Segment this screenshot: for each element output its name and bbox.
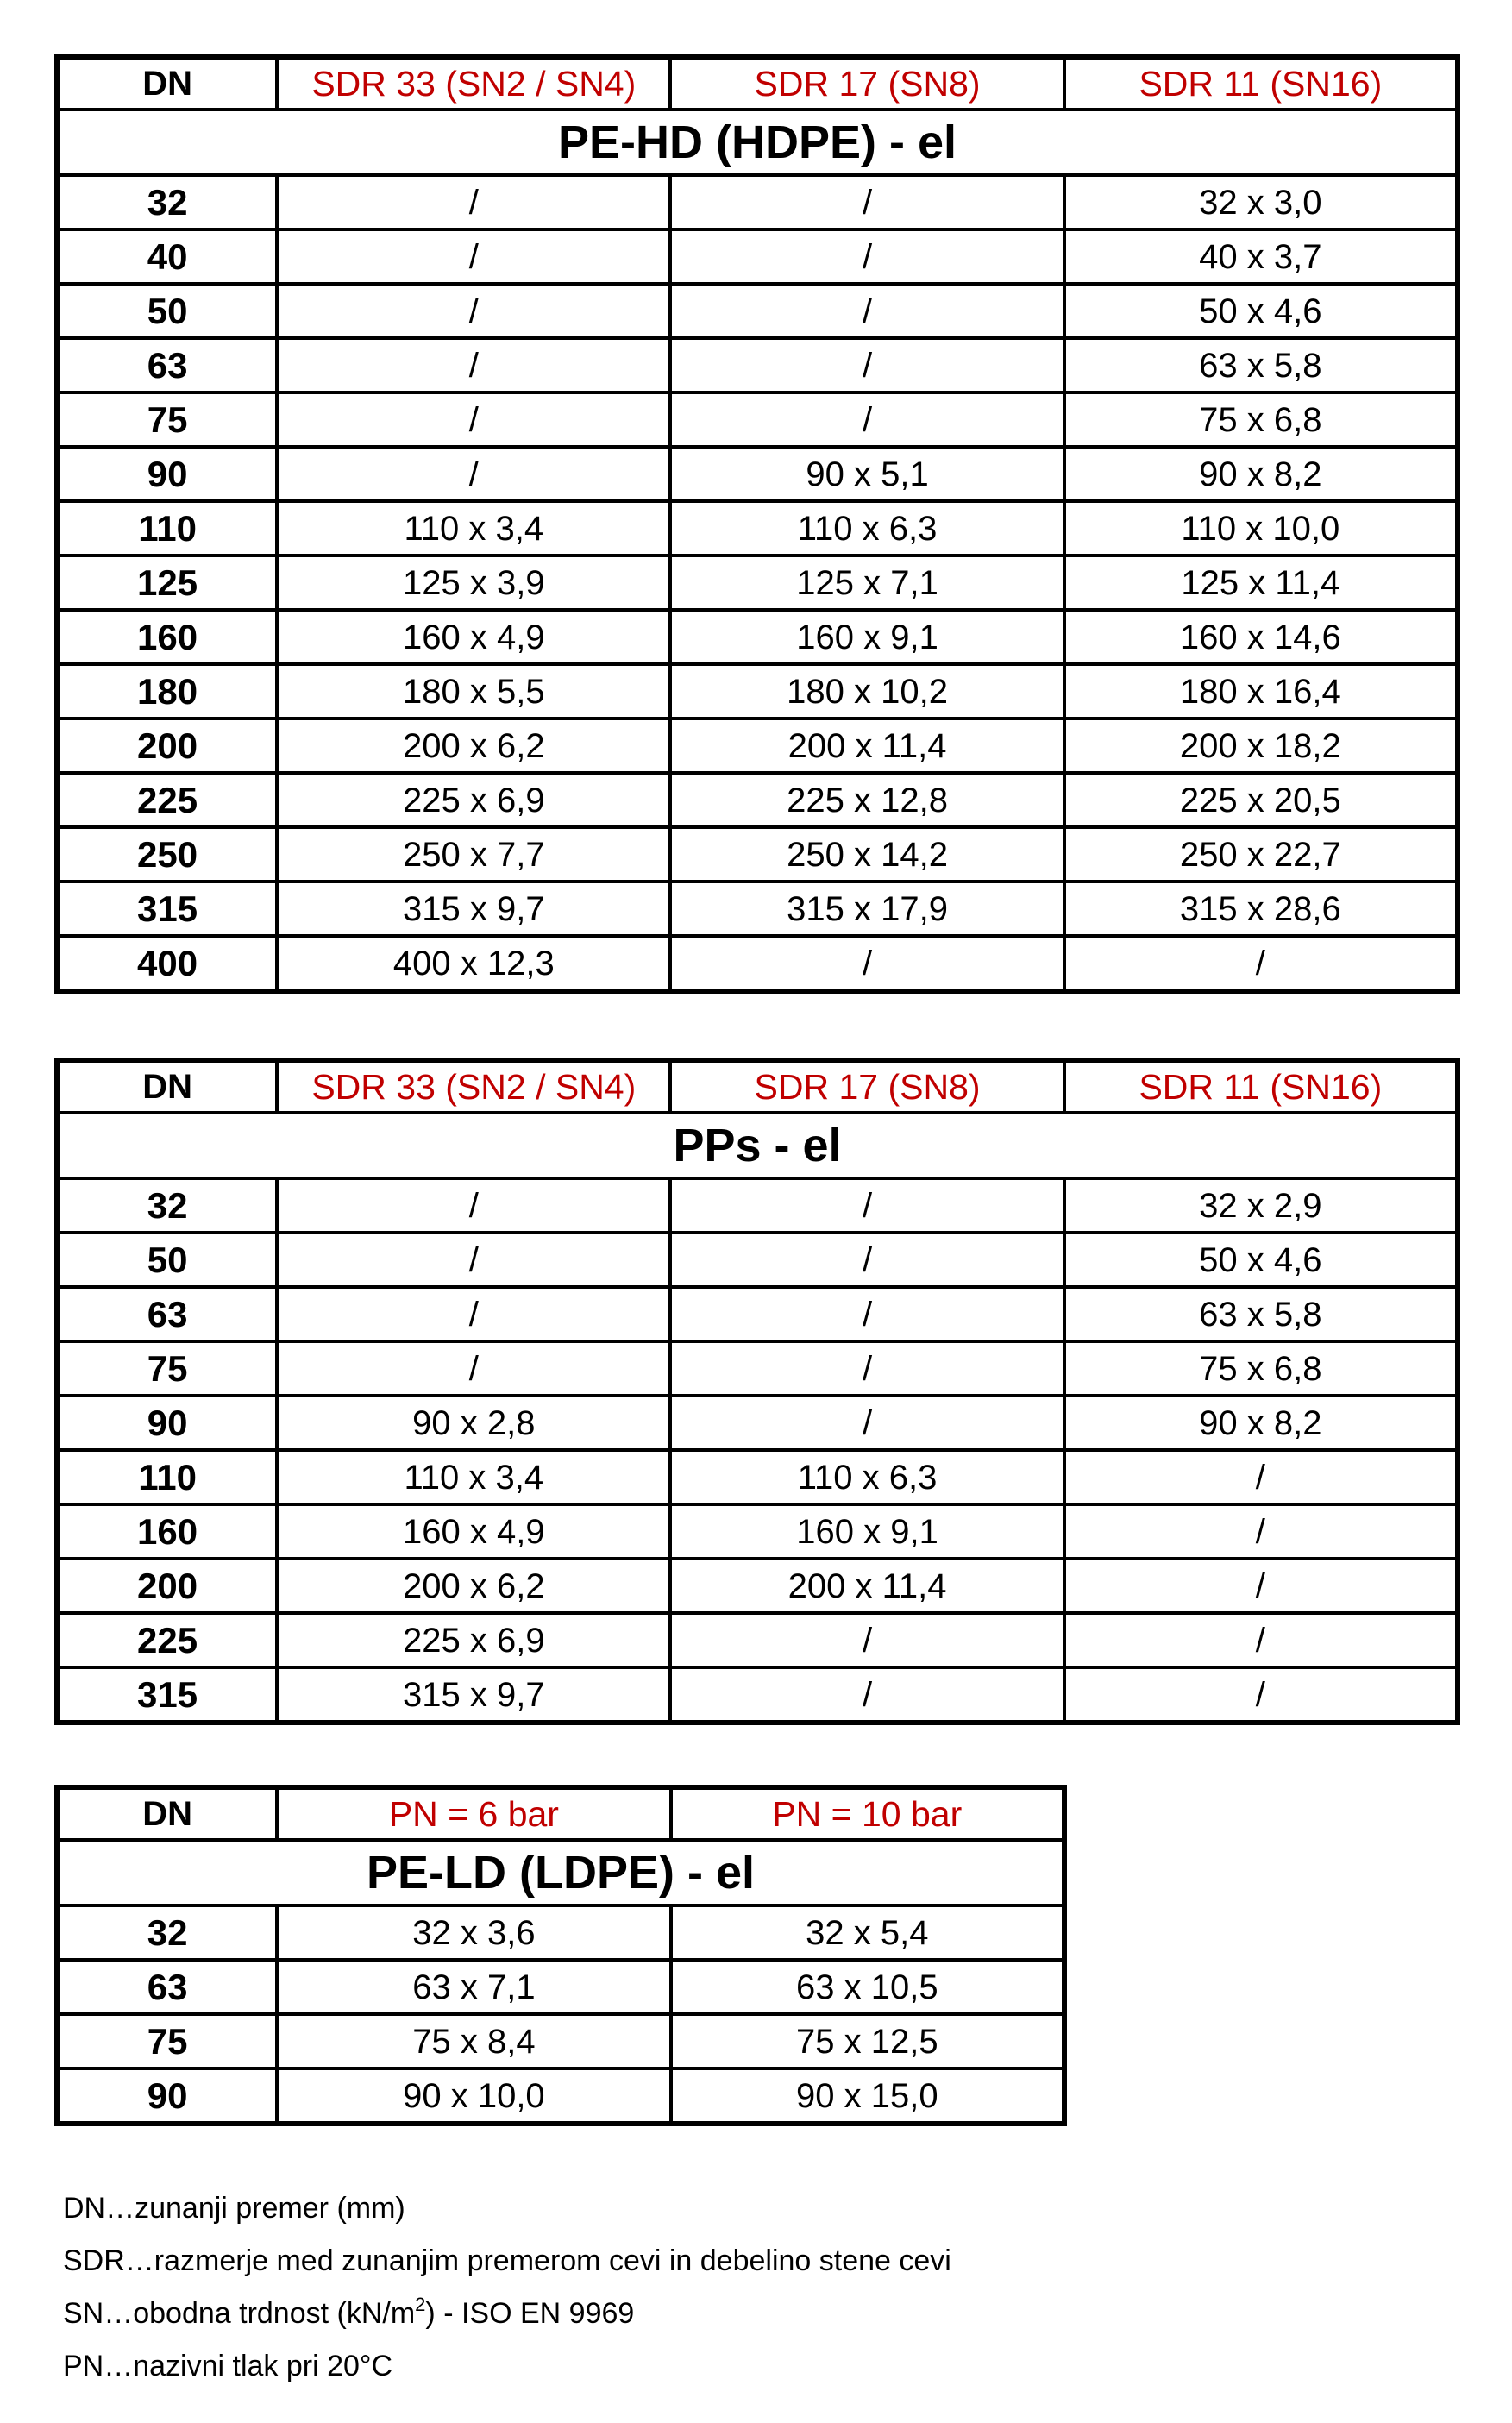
dimension-cell: /: [277, 229, 670, 284]
legend-notes: [63, 2182, 951, 2393]
dimension-cell: 125 x 11,4: [1064, 556, 1458, 610]
dimension-cell: 50 x 4,6: [1064, 284, 1458, 338]
dimension-cell: /: [1064, 1667, 1458, 1723]
table-title: PE-HD (HDPE) - el: [57, 110, 1458, 175]
table-row: [57, 1287, 1458, 1341]
dimension-cell: 160 x 4,9: [277, 610, 670, 664]
dimension-cell: /: [277, 175, 670, 229]
dimension-cell: 40 x 3,7: [1064, 229, 1458, 284]
pe-ld-table: [54, 1785, 1067, 2126]
pe-hd-table: [54, 54, 1460, 994]
dimension-cell: 125 x 7,1: [670, 556, 1063, 610]
dimension-cell: /: [277, 1341, 670, 1396]
table-row: [57, 1960, 1064, 2014]
table-row: [57, 229, 1458, 284]
table-row: [57, 1450, 1458, 1504]
column-header: PN = 10 bar: [671, 1787, 1064, 1840]
dn-cell: 32: [57, 175, 277, 229]
dn-cell: 75: [57, 392, 277, 447]
dimension-cell: 180 x 10,2: [670, 664, 1063, 719]
dn-cell: 200: [57, 719, 277, 773]
dimension-cell: 200 x 18,2: [1064, 719, 1458, 773]
dimension-cell: 180 x 16,4: [1064, 664, 1458, 719]
dimension-cell: 160 x 4,9: [277, 1504, 670, 1559]
dn-cell: 315: [57, 1667, 277, 1723]
dimension-cell: 63 x 5,8: [1064, 1287, 1458, 1341]
dimension-cell: /: [670, 1178, 1063, 1233]
dimension-cell: 75 x 12,5: [671, 2014, 1064, 2068]
dimension-cell: 110 x 6,3: [670, 501, 1063, 556]
dn-cell: 90: [57, 2068, 277, 2124]
dimension-cell: 400 x 12,3: [277, 936, 670, 991]
dimension-cell: 90 x 10,0: [277, 2068, 670, 2124]
dimension-cell: 90 x 5,1: [670, 447, 1063, 501]
table-row: [57, 1233, 1458, 1287]
dimension-cell: 125 x 3,9: [277, 556, 670, 610]
dimension-cell: /: [670, 1613, 1063, 1667]
column-header: SDR 11 (SN16): [1064, 57, 1458, 110]
pe-ld-table-body: [57, 1787, 1064, 2124]
table-row: [57, 1396, 1458, 1450]
dimension-cell: 250 x 22,7: [1064, 827, 1458, 882]
dn-cell: 180: [57, 664, 277, 719]
dn-cell: 315: [57, 882, 277, 936]
note-sn-superscript: 2: [415, 2294, 426, 2315]
dn-cell: 40: [57, 229, 277, 284]
dn-cell: 110: [57, 501, 277, 556]
dimension-cell: /: [277, 338, 670, 392]
dimension-cell: 75 x 6,8: [1064, 392, 1458, 447]
dimension-cell: /: [670, 1396, 1063, 1450]
dn-header: DN: [57, 1060, 277, 1113]
table-row: [57, 1667, 1458, 1723]
dn-cell: 32: [57, 1178, 277, 1233]
dimension-cell: /: [670, 1341, 1063, 1396]
dimension-cell: /: [670, 1667, 1063, 1723]
table-row: [57, 447, 1458, 501]
dimension-cell: 32 x 3,6: [277, 1905, 670, 1960]
dimension-cell: /: [670, 936, 1063, 991]
dn-header: DN: [57, 1787, 277, 1840]
dimension-cell: 110 x 3,4: [277, 501, 670, 556]
dn-cell: 63: [57, 338, 277, 392]
column-header: SDR 11 (SN16): [1064, 1060, 1458, 1113]
dimension-cell: 225 x 6,9: [277, 773, 670, 827]
table-row: [57, 338, 1458, 392]
title-row: [57, 110, 1458, 175]
dimension-cell: /: [1064, 1504, 1458, 1559]
dimension-cell: /: [670, 229, 1063, 284]
dimension-cell: /: [277, 447, 670, 501]
table-row: [57, 719, 1458, 773]
title-row: [57, 1840, 1064, 1905]
dn-cell: 225: [57, 773, 277, 827]
dn-cell: 160: [57, 1504, 277, 1559]
dimension-cell: 225 x 12,8: [670, 773, 1063, 827]
table-row: [57, 175, 1458, 229]
column-header: PN = 6 bar: [277, 1787, 670, 1840]
dimension-cell: 32 x 5,4: [671, 1905, 1064, 1960]
dn-cell: 250: [57, 827, 277, 882]
dimension-cell: 225 x 20,5: [1064, 773, 1458, 827]
dn-cell: 125: [57, 556, 277, 610]
dimension-cell: /: [277, 1287, 670, 1341]
title-row: [57, 1113, 1458, 1178]
dimension-cell: 315 x 9,7: [277, 882, 670, 936]
dn-cell: 50: [57, 1233, 277, 1287]
dimension-cell: /: [1064, 1613, 1458, 1667]
dimension-cell: 90 x 2,8: [277, 1396, 670, 1450]
dimension-cell: /: [670, 338, 1063, 392]
dimension-cell: 200 x 11,4: [670, 1559, 1063, 1613]
pe-hd-table-body: [57, 57, 1458, 991]
table-row: [57, 610, 1458, 664]
dn-header: DN: [57, 57, 277, 110]
header-row: [57, 1060, 1458, 1113]
table-row: [57, 284, 1458, 338]
dimension-cell: 315 x 9,7: [277, 1667, 670, 1723]
dimension-cell: 90 x 8,2: [1064, 447, 1458, 501]
dimension-cell: 63 x 10,5: [671, 1960, 1064, 2014]
dn-cell: 90: [57, 447, 277, 501]
note-sdr: SDR…razmerje med zunanjim premerom cevi in debelino stene cevi: [63, 2244, 951, 2277]
table-title: PE-LD (LDPE) - el: [57, 1840, 1064, 1905]
dimension-cell: 200 x 6,2: [277, 719, 670, 773]
dn-cell: 200: [57, 1559, 277, 1613]
table-title: PPs - el: [57, 1113, 1458, 1178]
dn-cell: 225: [57, 1613, 277, 1667]
dimension-cell: 110 x 10,0: [1064, 501, 1458, 556]
dn-cell: 50: [57, 284, 277, 338]
note-pn: PN…nazivni tlak pri 20°C: [63, 2350, 393, 2382]
dimension-cell: /: [670, 1287, 1063, 1341]
column-header: SDR 33 (SN2 / SN4): [277, 57, 670, 110]
dimension-cell: 90 x 8,2: [1064, 1396, 1458, 1450]
column-header: SDR 17 (SN8): [670, 57, 1063, 110]
dn-cell: 400: [57, 936, 277, 991]
dimension-cell: /: [277, 392, 670, 447]
dimension-cell: /: [1064, 1559, 1458, 1613]
dimension-cell: /: [1064, 1450, 1458, 1504]
table-row: [57, 882, 1458, 936]
table-row: [57, 827, 1458, 882]
dimension-cell: 90 x 15,0: [671, 2068, 1064, 2124]
dn-cell: 110: [57, 1450, 277, 1504]
dimension-cell: /: [277, 1178, 670, 1233]
note-sn-text: SN…obodna trdnost (kN/m: [63, 2297, 416, 2330]
dimension-cell: 50 x 4,6: [1064, 1233, 1458, 1287]
dimension-cell: 315 x 28,6: [1064, 882, 1458, 936]
dimension-cell: 160 x 9,1: [670, 1504, 1063, 1559]
note-sn: [63, 2288, 951, 2340]
dimension-cell: 75 x 8,4: [277, 2014, 670, 2068]
table-row: [57, 1178, 1458, 1233]
dimension-cell: 250 x 14,2: [670, 827, 1063, 882]
dimension-cell: 32 x 3,0: [1064, 175, 1458, 229]
note-sn-standard: ) - ISO EN 9969: [425, 2297, 635, 2330]
dimension-cell: 63 x 5,8: [1064, 338, 1458, 392]
dimension-cell: /: [670, 175, 1063, 229]
dn-cell: 63: [57, 1960, 277, 2014]
table-row: [57, 2014, 1064, 2068]
dimension-cell: 160 x 14,6: [1064, 610, 1458, 664]
table-row: [57, 556, 1458, 610]
note-dn: DN…zunanji premer (mm): [63, 2192, 405, 2225]
dn-cell: 63: [57, 1287, 277, 1341]
table-row: [57, 1613, 1458, 1667]
dimension-cell: 180 x 5,5: [277, 664, 670, 719]
dimension-cell: 225 x 6,9: [277, 1613, 670, 1667]
dimension-cell: 200 x 6,2: [277, 1559, 670, 1613]
dimension-cell: 75 x 6,8: [1064, 1341, 1458, 1396]
dn-cell: 75: [57, 2014, 277, 2068]
table-row: [57, 664, 1458, 719]
header-row: [57, 57, 1458, 110]
dimension-cell: /: [670, 284, 1063, 338]
dimension-cell: /: [670, 1233, 1063, 1287]
dn-cell: 32: [57, 1905, 277, 1960]
dimension-cell: 250 x 7,7: [277, 827, 670, 882]
column-header: SDR 17 (SN8): [670, 1060, 1063, 1113]
table-row: [57, 392, 1458, 447]
dimension-cell: /: [1064, 936, 1458, 991]
column-header: SDR 33 (SN2 / SN4): [277, 1060, 670, 1113]
dn-cell: 75: [57, 1341, 277, 1396]
dimension-cell: /: [277, 1233, 670, 1287]
dimension-cell: 110 x 3,4: [277, 1450, 670, 1504]
dimension-cell: 315 x 17,9: [670, 882, 1063, 936]
table-row: [57, 1905, 1064, 1960]
table-row: [57, 2068, 1064, 2124]
pps-table: [54, 1058, 1460, 1725]
table-row: [57, 501, 1458, 556]
dimension-cell: 160 x 9,1: [670, 610, 1063, 664]
table-row: [57, 1559, 1458, 1613]
dimension-cell: 32 x 2,9: [1064, 1178, 1458, 1233]
dimension-cell: /: [277, 284, 670, 338]
dimension-cell: /: [670, 392, 1063, 447]
table-row: [57, 936, 1458, 991]
dimension-cell: 63 x 7,1: [277, 1960, 670, 2014]
dn-cell: 90: [57, 1396, 277, 1450]
dimension-cell: 110 x 6,3: [670, 1450, 1063, 1504]
table-row: [57, 1341, 1458, 1396]
table-row: [57, 1504, 1458, 1559]
pps-table-body: [57, 1060, 1458, 1723]
dimension-cell: 200 x 11,4: [670, 719, 1063, 773]
table-row: [57, 773, 1458, 827]
dn-cell: 160: [57, 610, 277, 664]
header-row: [57, 1787, 1064, 1840]
